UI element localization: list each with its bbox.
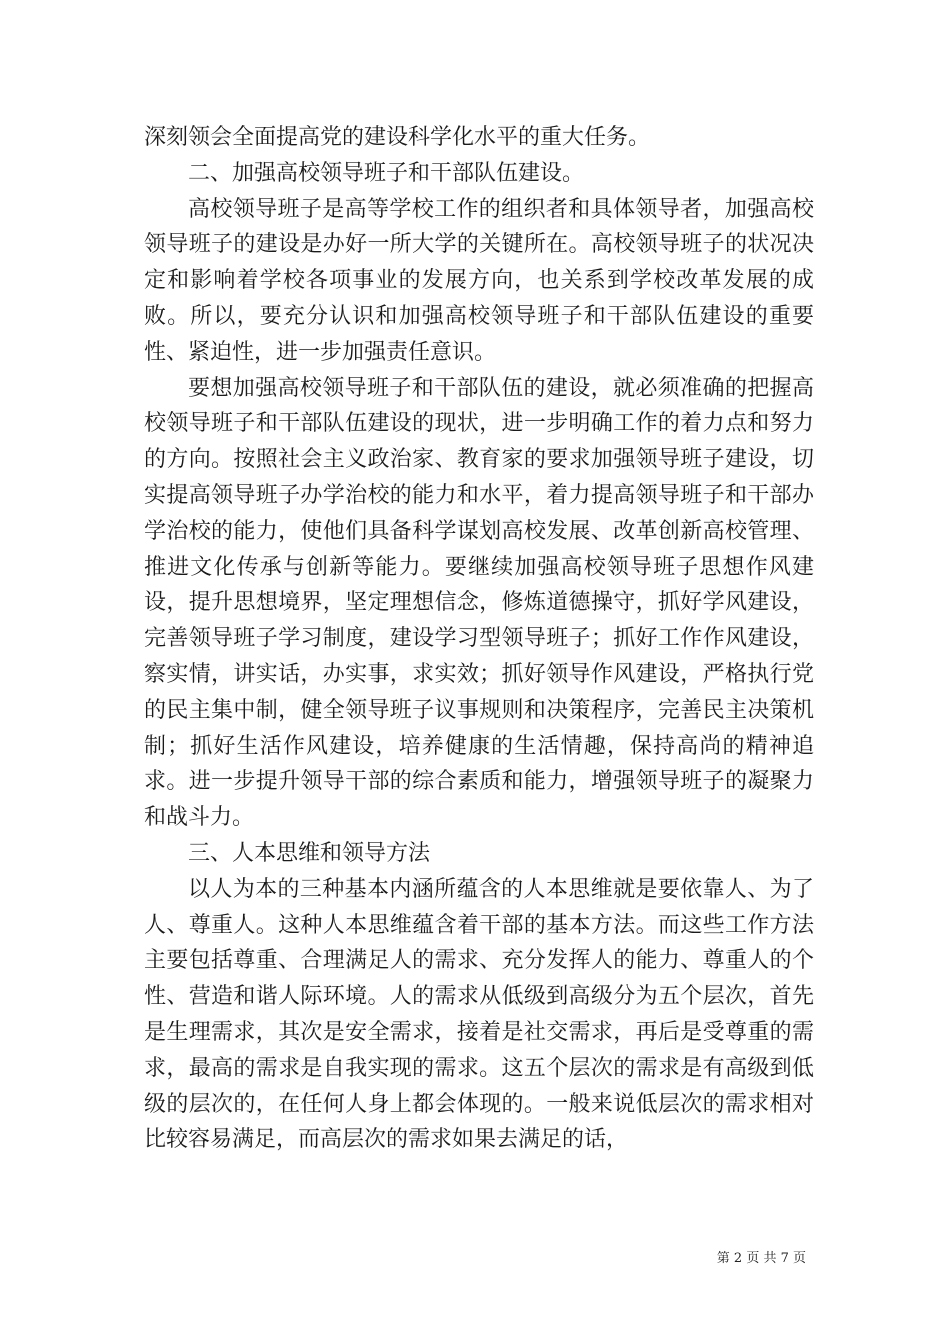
paragraph: 以人为本的三种基本内涵所蕴含的人本思维就是要依靠人、为了人、尊重人。这种人本思维蕴含着干部的基本方法。而这些工作方法主要包括尊重、合理满足人的需求、充分发挥人的能力、尊重人的个性、营造和谐人际环境。人的需求从低级到高级分为五个层次，首先是生理需求，其次是安全需求，接着是社交需求，再后是受尊重的需求，最高的需求是自我实现的需求。这五个层次的需求是有高级到低级的层次的，在任何人身上都会体现的。一般来说低层次的需求相对比较容易满足，而高层次的需求如果去满足的话，: [144, 876, 814, 1153]
paragraph: 高校领导班子是高等学校工作的组织者和具体领导者，加强高校领导班子的建设是办好一所大学的关键所在。高校领导班子的状况决定和影响着学校各项事业的发展方向，也关系到学校改革发展的成败。所以，要充分认识和加强高校领导班子和干部队伍建设的重要性、紧迫性，进一步加强责任意识。: [144, 196, 814, 365]
paragraph: 要想加强高校领导班子和干部队伍的建设，就必须准确的把握高校领导班子和干部队伍建设的现状，进一步明确工作的着力点和努力的方向。按照社会主义政治家、教育家的要求加强领导班子建设，切实提高领导班子办学治校的能力和水平，着力提高领导班子和干部办学治校的能力，使他们具备科学谋划高校发展、改革创新高校管理、推进文化传承与创新等能力。要继续加强高校领导班子思想作风建设，提升思想境界，坚定理想信念，修炼道德操守，抓好学风建设，完善领导班子学习制度，建设学习型领导班子；抓好工作作风建设，察实情，讲实话，办实事，求实效；抓好领导作风建设，严格执行党的民主集中制，健全领导班子议事规则和决策程序，完善民主决策机制；抓好生活作风建设，培养健康的生活情趣，保持高尚的精神追求。进一步提升领导干部的综合素质和能力，增强领导班子的凝聚力和战斗力。: [144, 375, 814, 831]
document-body: [144, 120, 814, 1158]
paragraph-continuation: 深刻领会全面提高党的建设科学化水平的重大任务。: [144, 125, 651, 150]
page-number: 第 2 页 共 7 页: [716, 1251, 806, 1266]
section-heading-3: 三、人本思维和领导方法: [188, 840, 431, 866]
section-heading-2: 二、加强高校领导班子和干部队伍建设。: [188, 160, 585, 186]
